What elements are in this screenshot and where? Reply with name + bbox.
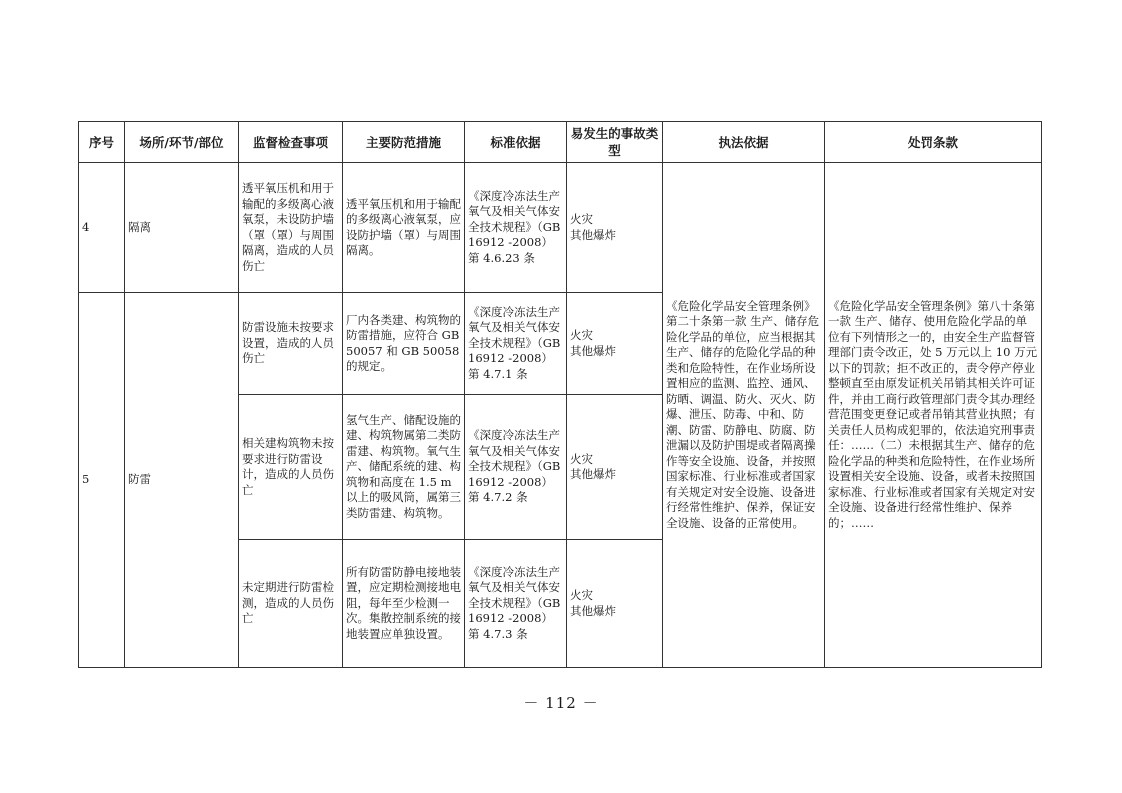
header-penalty: 处罚条款 — [825, 122, 1042, 163]
header-accident: 易发生的事故类型 — [567, 122, 663, 163]
row5-seq: 5 — [79, 293, 125, 668]
header-law: 执法依据 — [663, 122, 825, 163]
row5b-accident: 火灾 其他爆炸 — [567, 395, 663, 540]
table-row — [79, 163, 1042, 293]
row4-accident: 火灾 其他爆炸 — [567, 163, 663, 293]
row5a-inspection: 防雷设施未按要求设置，造成的人员伤亡 — [239, 293, 343, 395]
row5c-measures: 所有防雷防静电接地装置，应定期检测接地电阻，每年至少检测一次。集散控制系统的接地装置应单独设置。 — [343, 540, 465, 668]
row5c-standard: 《深度冷冻法生产氧气及相关气体安全技术规程》（GB 16912 -2008）第 4.7.3 条 — [465, 540, 567, 668]
row5a-accident: 火灾 其他爆炸 — [567, 293, 663, 395]
row4-seq: 4 — [79, 163, 125, 293]
header-location: 场所/环节/部位 — [125, 122, 239, 163]
regulation-table — [78, 121, 1042, 668]
header-seq: 序号 — [79, 122, 125, 163]
law-basis-cell: 《危险化学品安全管理条例》第二十条第一款 生产、储存危险化学品的单位，应当根据其生产、储存的危险化学品的种类和危险特性，在作业场所设置相应的监测、监控、通风、防晒、调温、防火、灭火、防爆、泄压、防毒、中和、防潮、防雷、防静电、防腐、防泄漏以及防护围堤或者隔离操作等安全设施、设备，并按照国家标准、行业标准或者国家有关规定对安全设施、设备进行经常性维护、保养，保证安全设施、设备的正常使用。 — [663, 163, 825, 668]
header-standard: 标准依据 — [465, 122, 567, 163]
row5a-measures: 厂内各类建、构筑物的防雷措施，应符合 GB 50057 和 GB 50058 的规定。 — [343, 293, 465, 395]
row4-location: 隔离 — [125, 163, 239, 293]
row5c-accident: 火灾 其他爆炸 — [567, 540, 663, 668]
row4-standard: 《深度冷冻法生产氧气及相关气体安全技术规程》（GB 16912 -2008）第 4.6.23 条 — [465, 163, 567, 293]
header-inspection: 监督检查事项 — [239, 122, 343, 163]
row5b-standard: 《深度冷冻法生产氧气及相关气体安全技术规程》（GB 16912 -2008）第 4.7.2 条 — [465, 395, 567, 540]
penalty-cell: 《危险化学品安全管理条例》第八十条第一款 生产、储存、使用危险化学品的单位有下列情形之一的，由安全生产监督管理部门责令改正，处 5 万元以上 10 万元以下的罚款；拒不改正的，责令停产停业整顿直至由原发证机关吊销其相关许可证件，并由工商行政管理部门责令其办理经营范围变更登记或者吊销其营业执照；有关责任人员构成犯罪的，依法追究刑事责任：……（二）未根据其生产、储存的危险化学品的种类和危险特性，在作业场所设置相关安全设施、设备，或者未按照国家标准、行业标准或者国家有关规定对安全设施、设备进行经常性维护、保养的；…… — [825, 163, 1042, 668]
header-measures: 主要防范措施 — [343, 122, 465, 163]
row4-inspection: 透平氧压机和用于输配的多级离心液氧泵，未设防护墙（罩（罩）与周围隔离，造成的人员伤亡 — [239, 163, 343, 293]
row5c-inspection: 未定期进行防雷检测，造成的人员伤亡 — [239, 540, 343, 668]
row5-location: 防雷 — [125, 293, 239, 668]
row4-measures: 透平氧压机和用于输配的多级离心液氧泵，应设防护墙（罩）与周围隔离。 — [343, 163, 465, 293]
row5a-standard: 《深度冷冻法生产氧气及相关气体安全技术规程》（GB 16912 -2008）第 4.7.1 条 — [465, 293, 567, 395]
row5b-inspection: 相关建构筑物未按要求进行防雷设计，造成的人员伤亡 — [239, 395, 343, 540]
row5b-measures: 氢气生产、储配设施的建、构筑物属第二类防雷建、构筑物。氧气生产、储配系统的建、构筑物和高度在 1.5 m以上的吸风筒，属第三类防雷建、构筑物。 — [343, 395, 465, 540]
page-number: － 112 － — [523, 694, 599, 712]
table-header-row — [79, 122, 1042, 163]
